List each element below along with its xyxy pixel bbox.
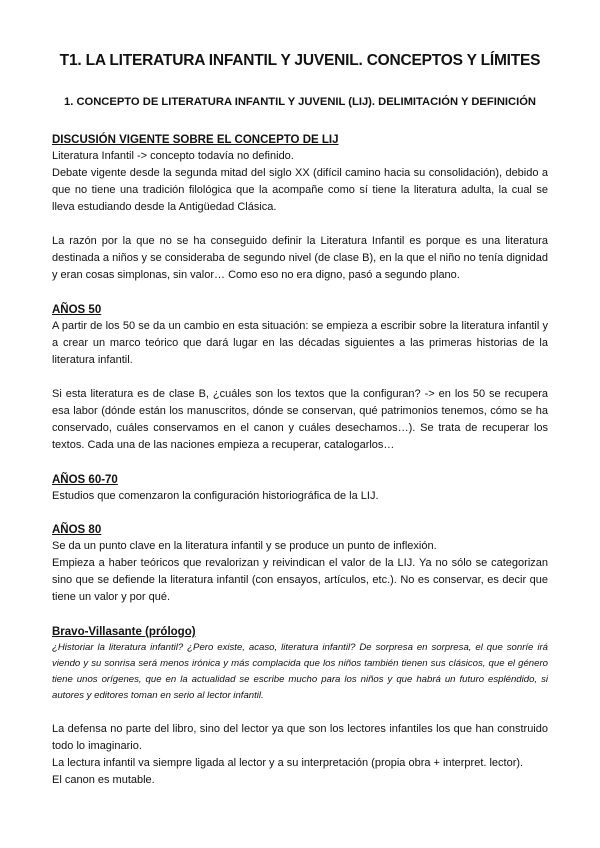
section-anos-50: [52, 302, 548, 454]
paragraph: Literatura Infantil -> concepto todavía no definido.: [52, 150, 294, 162]
section-anos-60-70: [52, 472, 548, 505]
section-anos-80: [52, 522, 548, 606]
section-subtitle: 1. CONCEPTO DE LITERATURA INFANTIL Y JUVENIL (LIJ). DELIMITACIÓN Y DEFINICIÓN: [64, 96, 536, 108]
paragraph: La lectura infantil va siempre ligada al lector y a su interpretación (propia obra + interpret. lector).: [52, 757, 524, 769]
paragraph: A partir de los 50 se da un cambio en esta situación: se empieza a escribir sobre la literatura infantil y a crear un marco teórico que dará lugar en las décadas siguientes a las primeras historias de la literatura infantil.: [52, 320, 548, 366]
heading-anos-80: AÑOS 80: [52, 524, 102, 536]
heading-bravo-villasante: Bravo-Villasante (prólogo): [52, 626, 196, 638]
section-discusion: [52, 132, 548, 284]
paragraph: La razón por la que no se ha conseguido definir la Literatura Infantil es porque es una literatura destinada a niños y se consideraba de segundo nivel (de clase B), en la que el niño no tenía dignidad y eran cosas simplonas, sin valor… Como eso no era digno, pasó a segundo plano.: [52, 235, 548, 281]
paragraph: El canon es mutable.: [52, 774, 155, 786]
paragraph: Debate vigente desde la segunda mitad del siglo XX (difícil camino hacia su consolidación), debido a que no tiene una tradición filológica que la acompañe como sí tiene la literatura adulta, la cual se lleva estudiando desde la Antigüedad Clásica.: [52, 167, 548, 213]
heading-anos-50: AÑOS 50: [52, 304, 102, 316]
paragraph: Empieza a haber teóricos que revalorizan y reivindican el valor de la LIJ. Ya no sólo se categorizan sino que se defiende la literatura infantil (con ensayos, artículos, etc.). No es conservar, es decir que tiene un valor y por qué.: [52, 557, 548, 603]
heading-anos-60-70: AÑOS 60-70: [52, 474, 118, 486]
paragraph: Estudios que comenzaron la configuración historiográfica de la LIJ.: [52, 490, 379, 502]
paragraph: La defensa no parte del libro, sino del lector ya que son los lectores infantiles los que han construido todo lo imaginario.: [52, 723, 548, 752]
section-bravo-villasante: [52, 624, 548, 789]
document-title: T1. LA LITERATURA INFANTIL Y JUVENIL. CONCEPTOS Y LÍMITES: [59, 52, 541, 69]
heading-discusion: DISCUSIÓN VIGENTE SOBRE EL CONCEPTO DE LIJ: [52, 134, 339, 146]
paragraph: Si esta literatura es de clase B, ¿cuáles son los textos que la configuran? -> en los 50 se recupera esa labor (dónde están los manuscritos, dónde se conservan, qué patrimonios tenemos, cómo se ha conservado, cuáles conservamos en el canon y cuáles desechamos…). Se trata de recuperar los textos. Cada una de las naciones empieza a recuperar, catalogarlos…: [52, 388, 548, 451]
quote-paragraph: ¿Historiar la literatura infantil? ¿Pero existe, acaso, literatura infantil? De sorpresa en sorpresa, el que sonríe irá viendo y su sonrisa será menos irónica y más complacida que los niños también tienen sus clásicos, que el género tiene unos orígenes, que en la actualidad se escribe mucho para los niños y que habrá un futuro espléndido, si autores y editores toman en serio al lector infantil.: [52, 642, 548, 701]
paragraph: Se da un punto clave en la literatura infantil y se produce un punto de inflexión.: [52, 540, 437, 552]
